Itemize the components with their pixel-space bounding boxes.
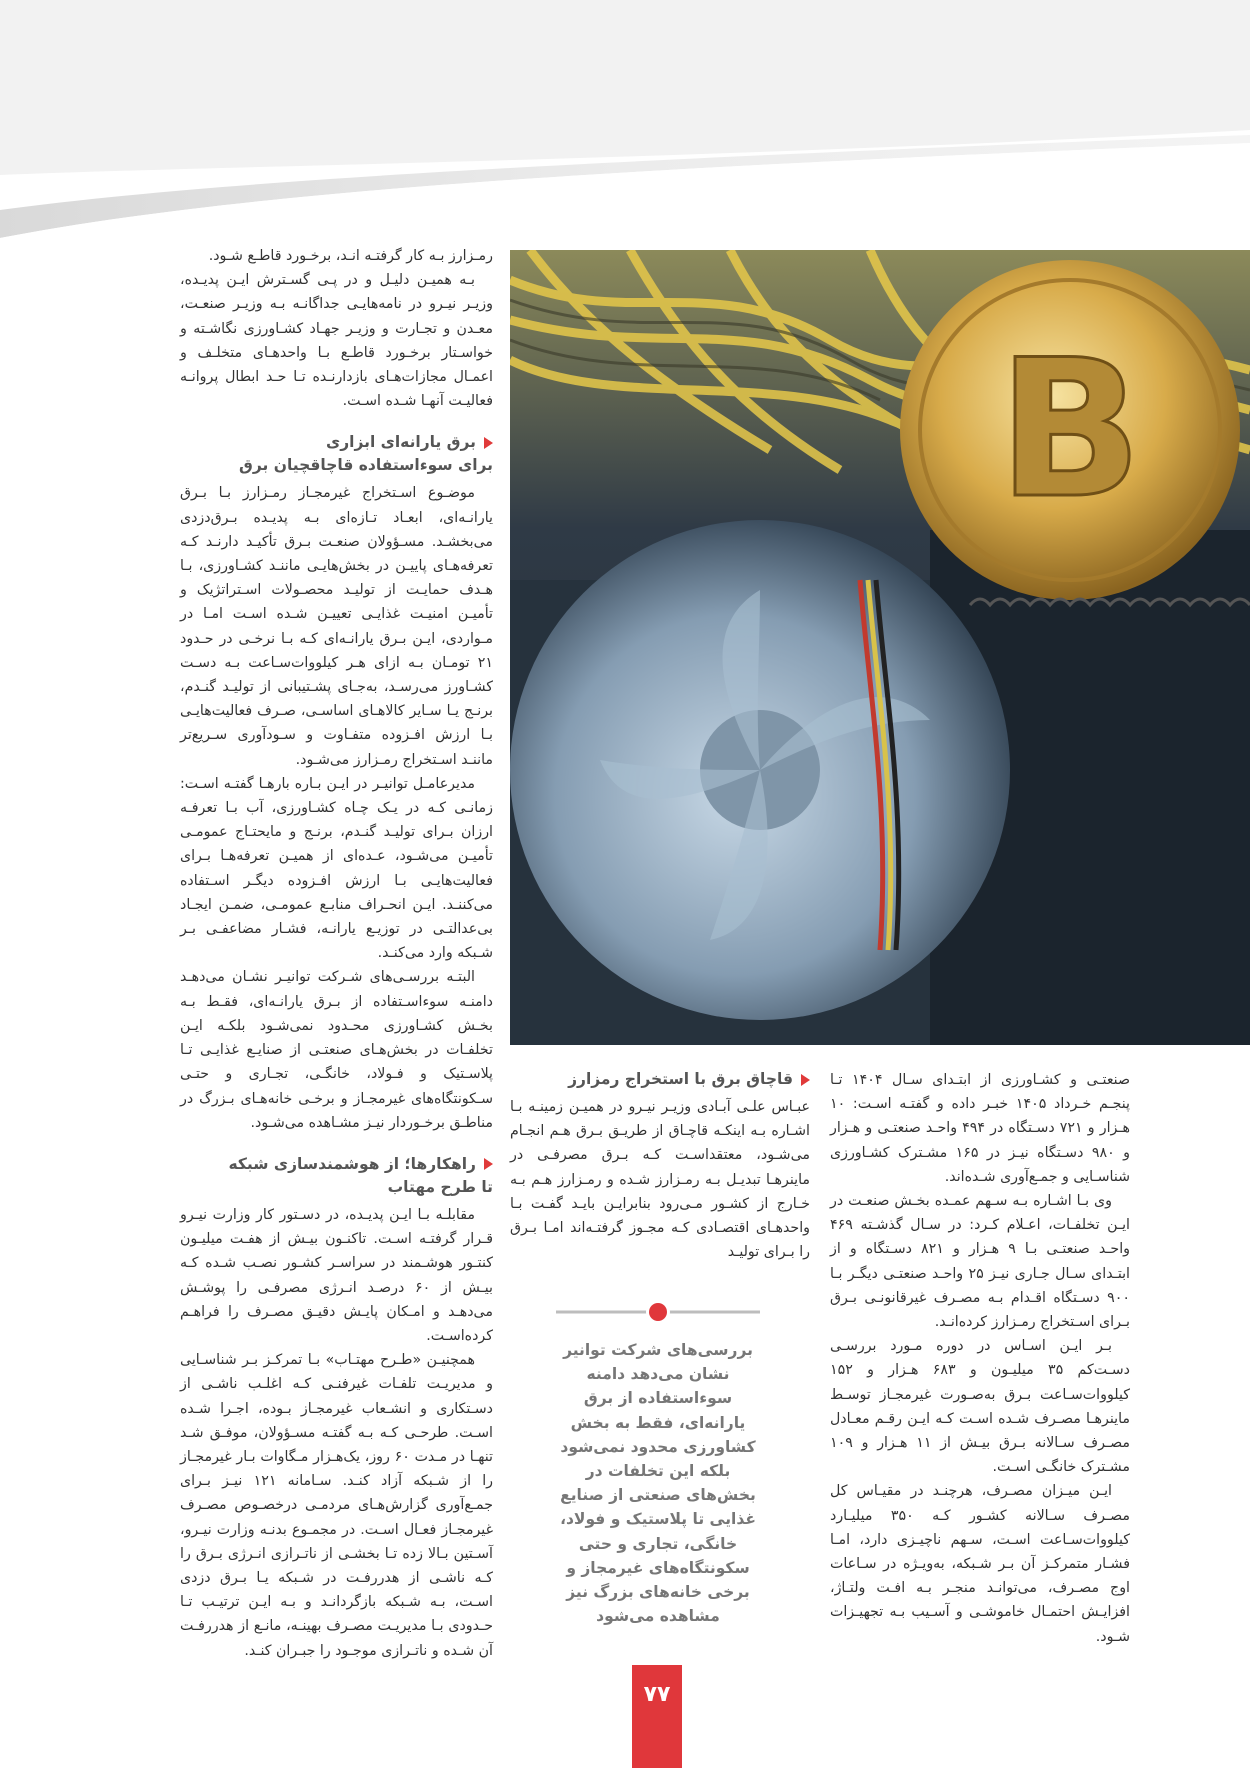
left-paragraph-4: مدیرعامـل توانیـر در ایـن بـاره بارهـا گفتـه اسـت: زمانـی کـه در یـک چـاه کشـاورزی، آب بـا تعرفـه ارزان بـرای تولیـد گنـدم، برنـج و مایحتـاج عمومـی تأمیـن می‌شـود، عـده‌ای از همیـن تعرفه‌هـا بـرای فعالیت‌هایـی بـا ارزش افـزوده دیگـر اسـتفاده می‌کننـد. ایـن انحـراف منابـع عمومـی، ضمـن ایجـاد بی‌عدالتـی در توزیـع یارانـه، فشـار مضاعفـی بـر شـبکه وارد می‌کنـد. bbox=[180, 775, 493, 962]
left-paragraph-6: مقابلـه بـا ایـن پدیـده، در دسـتور کار وزارت نیـرو قـرار گرفتـه اسـت. تاکنـون بیـش از هفـت میلیـون کنتـور هوشـمند در سراسـر کشـور نصـب شـده کـه بیـش از ۶۰ درصـد انـرژی مصرفـی را پوشـش می‌دهـد و امـکان پایـش دقیـق مصـرف را فراهـم کرده‌اسـت. bbox=[180, 1206, 493, 1344]
svg-text:B: B bbox=[997, 319, 1143, 540]
pull-quote-divider bbox=[556, 1298, 760, 1326]
heading-marker-icon bbox=[484, 1158, 493, 1170]
right-paragraph-1: صنعتـی و کشـاورزی از ابتـدای سـال ۱۴۰۴ تـا پنجـم خـرداد ۱۴۰۵ خبـر داده و گفتـه اسـت: ۱۰ هـزار و ۷۲۱ دسـتگاه در ۴۹۴ واحـد صنعتـی و هـزار و ۹۸۰ دسـتگاه نیـز در ۱۶۵ مشـترک کشـاورزی شناسـایی و جمـع‌آوری شـده‌اند. bbox=[830, 1072, 1130, 1185]
section-heading-subsidized-power: برق یارانه‌ای ابزاری برای سوءاستفاده قاچاقچیان برق bbox=[239, 433, 493, 475]
right-paragraph-2: وی بـا اشـاره بـه سـهم عمـده بخـش صنعـت در ایـن تخلفـات، اعـلام کـرد: در سـال گذشـته ۴۶۹ واحـد صنعتـی بـا ۹ هـزار و ۸۲۱ دسـتگاه و از ابتـدای سـال جـاری نیـز ۲۵ واحـد صنعتـی دیگـر بـا ۹۰۰ دسـتگاه اقـدام بـه مصـرف غیرقانونـی بـرق بـرای اسـتخراج رمـزارز کرده‌انـد. bbox=[830, 1193, 1130, 1331]
right-paragraph-3: بـر ایـن اسـاس در دوره مـورد بررسـی دسـت‌کم ۳۵ میلیـون و ۶۸۳ هـزار و ۱۵۲ کیلووات‌سـاعت بـرق به‌صـورت غیرمجـاز توسـط ماینرهـا مصـرف شـده اسـت کـه ایـن رقـم معـادل مصـرف سـالانه بـرق بیـش از ۱۱ هـزار و ۱۰۹ مشـترک خانگـی اسـت. bbox=[830, 1338, 1130, 1476]
left-paragraph-5: البتـه بررسـی‌های شـرکت توانیـر نشـان می‌دهـد دامنـه سوءاسـتفاده از بـرق یارانـه‌ای، فقـط بـه بخـش کشـاورزی محـدود نمی‌شـود بلکـه ایـن تخلفـات در بخش‌هـای صنعتـی از صنایـع غذایـی تـا پلاسـتیک و فـولاد، خانگـی، تجـاری و حتـی سـکونتگاه‌های غیرمجـاز و برخـی خانه‌هـای بـزرگ در مناطـق برخـوردار نیـز مشـاهده می‌شـود. bbox=[180, 969, 493, 1131]
section-heading-smuggling: قاچاق برق با استخراج رمزارز bbox=[510, 1068, 810, 1091]
page-number: ۷۷ bbox=[643, 1682, 671, 1707]
page-number-tab bbox=[632, 1665, 682, 1768]
left-paragraph-1: رمـزارز بـه کار گرفتـه انـد، برخـورد قاطـع شـود. bbox=[208, 248, 493, 264]
left-column bbox=[180, 244, 493, 1663]
section-heading-solutions: راهکارها؛ از هوشمندسازی شبکه تا طرح مهتاب bbox=[228, 1154, 493, 1196]
heading-marker-icon bbox=[484, 437, 493, 449]
left-paragraph-7: همچنیـن «طـرح مهتـاب» بـا تمرکـز بـر شناسـایی و مدیریـت تلفـات غیرفنـی کـه اغلـب ناشـی از دسـتکاری و انشـعاب غیرمجـاز بـوده، اجـرا شـده اسـت. طرحـی کـه بـه گفتـه مسـؤولان، موفـق شـد تنهـا در مـدت ۶۰ روز، یک‌هـزار مـگاوات بـار غیرمجـاز را از شـبکه آزاد کنـد. سـامانه ۱۲۱ نیـز بـرای جمـع‌آوری گزارش‌هـای مردمـی درخصـوص مصـرف غیرمجـاز فعـال اسـت. در مجمـوع بدنـه وزارت نیـرو، آسـتین بـالا زده تـا بخشـی از ناتـرازی انـرژی بـرق را کـه ناشـی از هدررفـت در شـبکه یـا بـرق دزدی اسـت، بـه شـبکه بازگردانـد و بـه ایـن ترتیـب تـا حـدودی بـا مدیریـت مصـرف بهینـه، مانـع از هدررفـت آن شـده و ناتـرازی موجـود را جبـران کنـد. bbox=[180, 1352, 493, 1659]
left-paragraph-2: بـه همیـن دلیـل و در پـی گسـترش ایـن پدیـده، وزیـر نیـرو در نامه‌هایـی جداگانـه بـه وزیـر صنعـت، معـدن و تجـارت و وزیـر جهـاد کشـاورزی نگاشـته و خواسـتار برخـورد قاطـع بـا واحدهـای متخلـف و اعمـال مجازات‌هـای بازدارنـده تـا حـد ابطال پروانـه فعالیـت آنهـا شـده اسـت. bbox=[180, 272, 493, 410]
pull-quote: بررسی‌های شرکت توانیر نشان می‌دهد دامنه سوءاستفاده از برق یارانه‌ای، فقط به بخش کشاورزی محدود نمی‌شود بلکه این تخلفات در بخش‌های صنعتی از صنایع غذایی تا پلاستیک و فولاد، خانگی، تجاری و حتی سکونتگاه‌های غیرمجاز و برخی خانه‌های بزرگ نیز مشاهده می‌شود bbox=[560, 1341, 756, 1626]
middle-column bbox=[510, 1068, 810, 1264]
right-paragraph-4: ایـن میـزان مصـرف، هرچنـد در مقیـاس کل مصـرف سـالانه کشـور کـه ۳۵۰ میلیـارد کیلووات‌سـاعت اسـت، سـهم ناچیـزی دارد، امـا فشـار متمرکـز آن بـر شـبکه، به‌ویـژه در سـاعات اوج مصـرف، می‌توانـد منجـر بـه افـت ولتـاژ، افزایـش احتمـال خاموشـی و آسـیب بـه تجهیـزات شـود. bbox=[830, 1483, 1130, 1645]
middle-paragraph-1: عبـاس علـی آبـادی وزیـر نیـرو در همیـن زمینـه بـا اشـاره بـه اینکـه قاچـاق از طریـق بـرق هـم انجـام می‌شـود، معتقداسـت کـه بـرق مصرفـی در ماینرهـا تبدیـل بـه رمـزارز شـده و رمـزارز هـم بـه خـارج از کشـور مـی‌رود بنابرایـن بایـد گفـت بـا واحدهـای اقتصـادی کـه مجـوز گرفتـه‌اند امـا بـرق را بـرای تولیـد bbox=[510, 1099, 810, 1261]
heading-marker-icon bbox=[801, 1074, 810, 1086]
left-paragraph-3: موضـوع اسـتخراج غیرمجـاز رمـزارز بـا بـرق یارانـه‌ای، ابعـاد تـازه‌ای بـه پدیـده بـرق‌دزدی می‌بخشـد. مسـؤولان صنعـت بـرق تأکیـد دارنـد کـه تعرفه‌هـای پاییـن در بخش‌هایـی ماننـد کشـاورزی، بـا هـدف حمایـت از تولیـد محصـولات اسـتراتژیک و تأمیـن امنیـت غذایـی تعییـن شـده اسـت امـا در مـواردی، ایـن بـرق یارانـه‌ای کـه بـا نرخـی در حـدود ۲۱ تومـان بـه ازای هـر کیلووات‌سـاعت بـه دسـت کشـاورز می‌رسـد، به‌جـای پشـتیبانی از تولیـد گنـدم، برنـج یـا سـایر کالاهـای اساسـی، صـرف فعالیت‌هایـی بـا ارزش افـزوده متفـاوت و سـودآوری سـریع‌تر ماننـد اسـتخراج رمـزارز می‌شـود. bbox=[180, 485, 493, 768]
header-swoosh bbox=[0, 0, 1250, 250]
right-column bbox=[830, 1068, 1130, 1649]
bitcoin-miner-photo bbox=[510, 250, 1250, 1045]
